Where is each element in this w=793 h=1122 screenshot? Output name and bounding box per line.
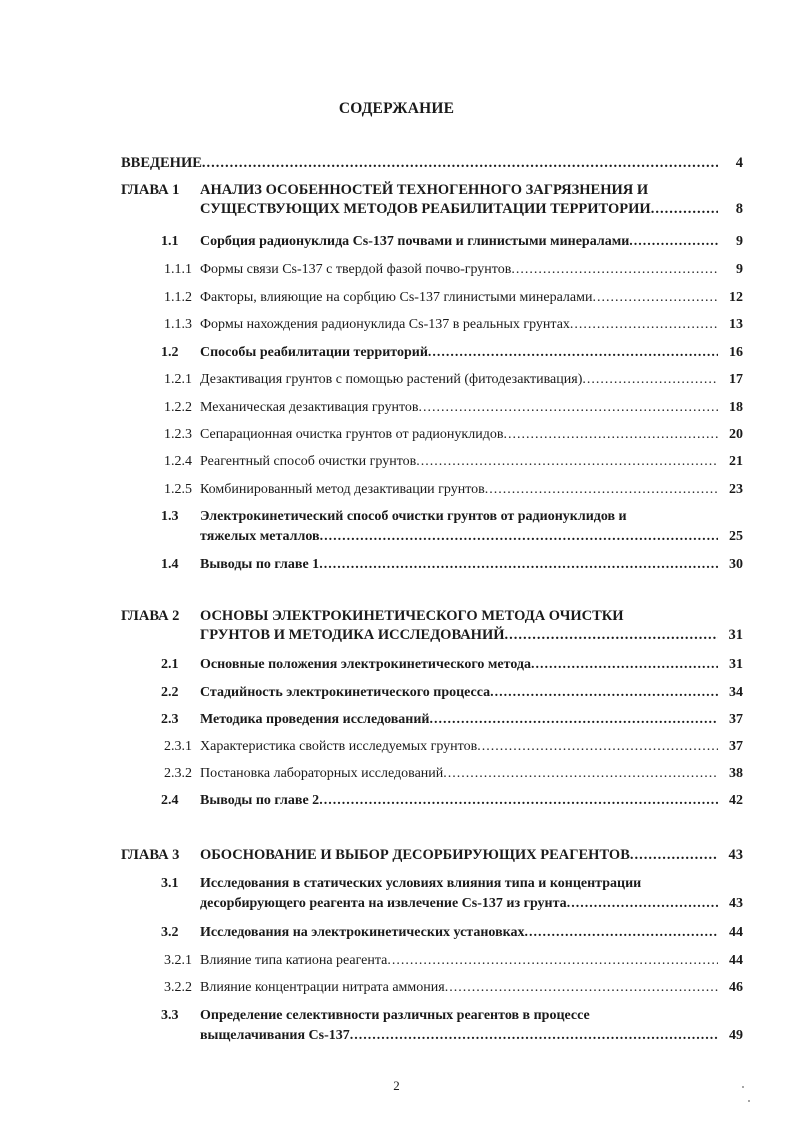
toc-entry-title: ОСНОВЫ ЭЛЕКТРОКИНЕТИЧЕСКОГО МЕТОДА ОЧИСТКИ [200,608,624,624]
toc-page-number: 38 [729,766,743,781]
toc-entry-title: Стадийность электрокинетического процесса [200,685,491,700]
toc-page-number: 34 [729,685,743,700]
toc-entry-number: 2.3.2 [164,766,192,781]
toc-page-number: 4 [735,155,743,171]
toc-entry-title: Формы связи Cs-137 с твердой фазой почво-грунтов [200,262,512,277]
toc-page-number: 13 [729,317,743,332]
toc-entry-title: тяжелых металлов [200,529,320,544]
toc-page-number: 30 [729,557,743,572]
toc-entry-title: ОБОСНОВАНИЕ И ВЫБОР ДЕСОРБИРУЮЩИХ РЕАГЕНТОВ [200,847,630,863]
toc-page-number: 20 [729,427,743,442]
dot-leader [570,315,718,334]
toc-entry-title: Основные положения электрокинетического метода [200,657,531,672]
toc-entry-number: 1.3 [161,509,179,524]
toc-page-number: 46 [729,980,743,995]
toc-page-number: 42 [729,793,743,808]
dot-leader [582,370,718,389]
page-title: СОДЕРЖАНИЕ [338,100,455,117]
toc-entry-number: 1.1.2 [164,290,192,305]
toc-page-number: 9 [736,262,743,277]
scan-speck [748,1100,750,1102]
toc-entry-number: ГЛАВА 2 [121,608,180,624]
toc-entry-title: Выводы по главе 1 [200,557,320,572]
toc-entry-title: Механическая дезактивация грунтов [200,400,419,415]
toc-page-number: 43 [729,896,743,911]
toc-entry-title: АНАЛИЗ ОСОБЕННОСТЕЙ ТЕХНОГЕННОГО ЗАГРЯЗНЕНИЯ И [200,182,649,198]
toc-entry-title: Способы реабилитации территорий [200,345,428,360]
dot-leader [445,978,718,997]
toc-entry-title: Формы нахождения радионуклида Cs-137 в реальных грунтах [200,317,570,332]
dot-leader [319,555,718,574]
toc-page-number: 43 [728,847,743,863]
toc-entry-title: Влияние типа катиона реагента [200,953,388,968]
toc-entry-title: Определение селективности различных реагентов в процессе [200,1008,590,1023]
dot-leader [524,923,718,942]
dot-leader [490,683,718,702]
toc-entry-title: выщелачивания Cs-137 [200,1028,350,1043]
dot-leader [629,232,718,251]
toc-entry-number: 3.2 [161,925,179,940]
toc-entry-number: 1.2.5 [164,482,192,497]
dot-leader [511,260,718,279]
dot-leader [593,288,719,307]
toc-entry-number: 1.2 [161,345,179,360]
toc-entry-number: 2.3.1 [164,739,192,754]
toc-page-number: 37 [729,712,743,727]
toc-entry-title: ВВЕДЕНИЕ [121,155,202,171]
toc-entry-number: 1.2.4 [164,454,192,469]
toc-page-number: 31 [728,627,743,643]
toc-entry-title: Влияние концентрации нитрата аммония [200,980,445,995]
toc-entry-title: Электрокинетический способ очистки грунтов от радионуклидов и [200,509,627,524]
dot-leader [567,894,718,913]
toc-entry-title: десорбирующего реагента на извлечение Cs-137 из грунта [200,896,567,911]
toc-entry-number: 1.2.1 [164,372,192,387]
dot-leader [419,398,718,417]
toc-entry-number: 3.3 [161,1008,179,1023]
toc-entry-number: 1.1 [161,234,179,249]
toc-page-number: 21 [729,454,743,469]
dot-leader [443,764,718,783]
toc-entry-number: 3.2.1 [164,953,192,968]
dot-leader [319,791,718,810]
dot-leader [202,154,718,173]
dot-leader [630,846,718,865]
toc-page-number: 8 [735,201,743,217]
dot-leader [387,951,718,970]
toc-page-number: 18 [729,400,743,415]
toc-entry-number: 2.1 [161,657,179,672]
dot-leader [651,200,718,219]
toc-entry-title: ГРУНТОВ И МЕТОДИКА ИССЛЕДОВАНИЙ [200,627,505,643]
toc-entry-number: ГЛАВА 1 [121,182,180,198]
toc-entry-title: СУЩЕСТВУЮЩИХ МЕТОДОВ РЕАБИЛИТАЦИИ ТЕРРИТОРИИ [200,201,651,217]
dot-leader [350,1026,718,1045]
toc-entry-title: Реагентный способ очистки грунтов [200,454,417,469]
toc-entry-title: Методика проведения исследований [200,712,430,727]
toc-entry-number: 1.2.2 [164,400,192,415]
toc-page-number: 44 [729,953,743,968]
toc-entry-number: 2.4 [161,793,179,808]
dot-leader [430,710,718,729]
toc-page-number: 12 [729,290,743,305]
toc-page-number: 44 [729,925,743,940]
toc-entry-title: Выводы по главе 2 [200,793,320,808]
toc-entry-title: Исследования на электрокинетических установках [200,925,525,940]
toc-entry-number: 1.1.1 [164,262,192,277]
toc-entry-title: Факторы, влияющие на сорбцию Cs-137 глинистыми минералами [200,290,593,305]
toc-entry-title: Исследования в статических условиях влияния типа и концентрации [200,876,642,891]
dot-leader [531,655,718,674]
dot-leader [503,425,718,444]
toc-entry-title: Постановка лабораторных исследований [200,766,444,781]
dot-leader [428,343,718,362]
toc-entry-title: Сорбция радионуклида Cs-137 почвами и глинистыми минералами [200,234,630,249]
dot-leader [416,452,718,471]
toc-entry-number: 3.2.2 [164,980,192,995]
toc-entry-title: Дезактивация грунтов с помощью растений (фитодезактивация) [200,372,583,387]
toc-entry-number: 1.1.3 [164,317,192,332]
toc-entry-number: 3.1 [161,876,179,891]
toc-entry-number: ГЛАВА 3 [121,847,180,863]
toc-page-number: 16 [729,345,743,360]
toc-page-number: 23 [729,482,743,497]
toc-entry-number: 1.4 [161,557,179,572]
page-number: 2 [393,1078,400,1093]
toc-entry-title: Характеристика свойств исследуемых грунтов [200,739,478,754]
dot-leader [505,626,718,645]
toc-entry-number: 1.2.3 [164,427,192,442]
toc-page-number: 31 [729,657,743,672]
toc-entry-title: Комбинированный метод дезактивации грунтов [200,482,485,497]
toc-page-number: 25 [729,529,743,544]
toc-page-number: 17 [729,372,743,387]
toc-entry-number: 2.3 [161,712,179,727]
scan-speck [742,1086,744,1088]
toc-entry-title: Сепарационная очистка грунтов от радионуклидов [200,427,504,442]
dot-leader [485,480,718,499]
toc-page-number: 37 [729,739,743,754]
toc-page-number: 49 [729,1028,743,1043]
dot-leader [477,737,718,756]
toc-entry-number: 2.2 [161,685,179,700]
dot-leader [320,527,718,546]
toc-page-number: 9 [736,234,743,249]
